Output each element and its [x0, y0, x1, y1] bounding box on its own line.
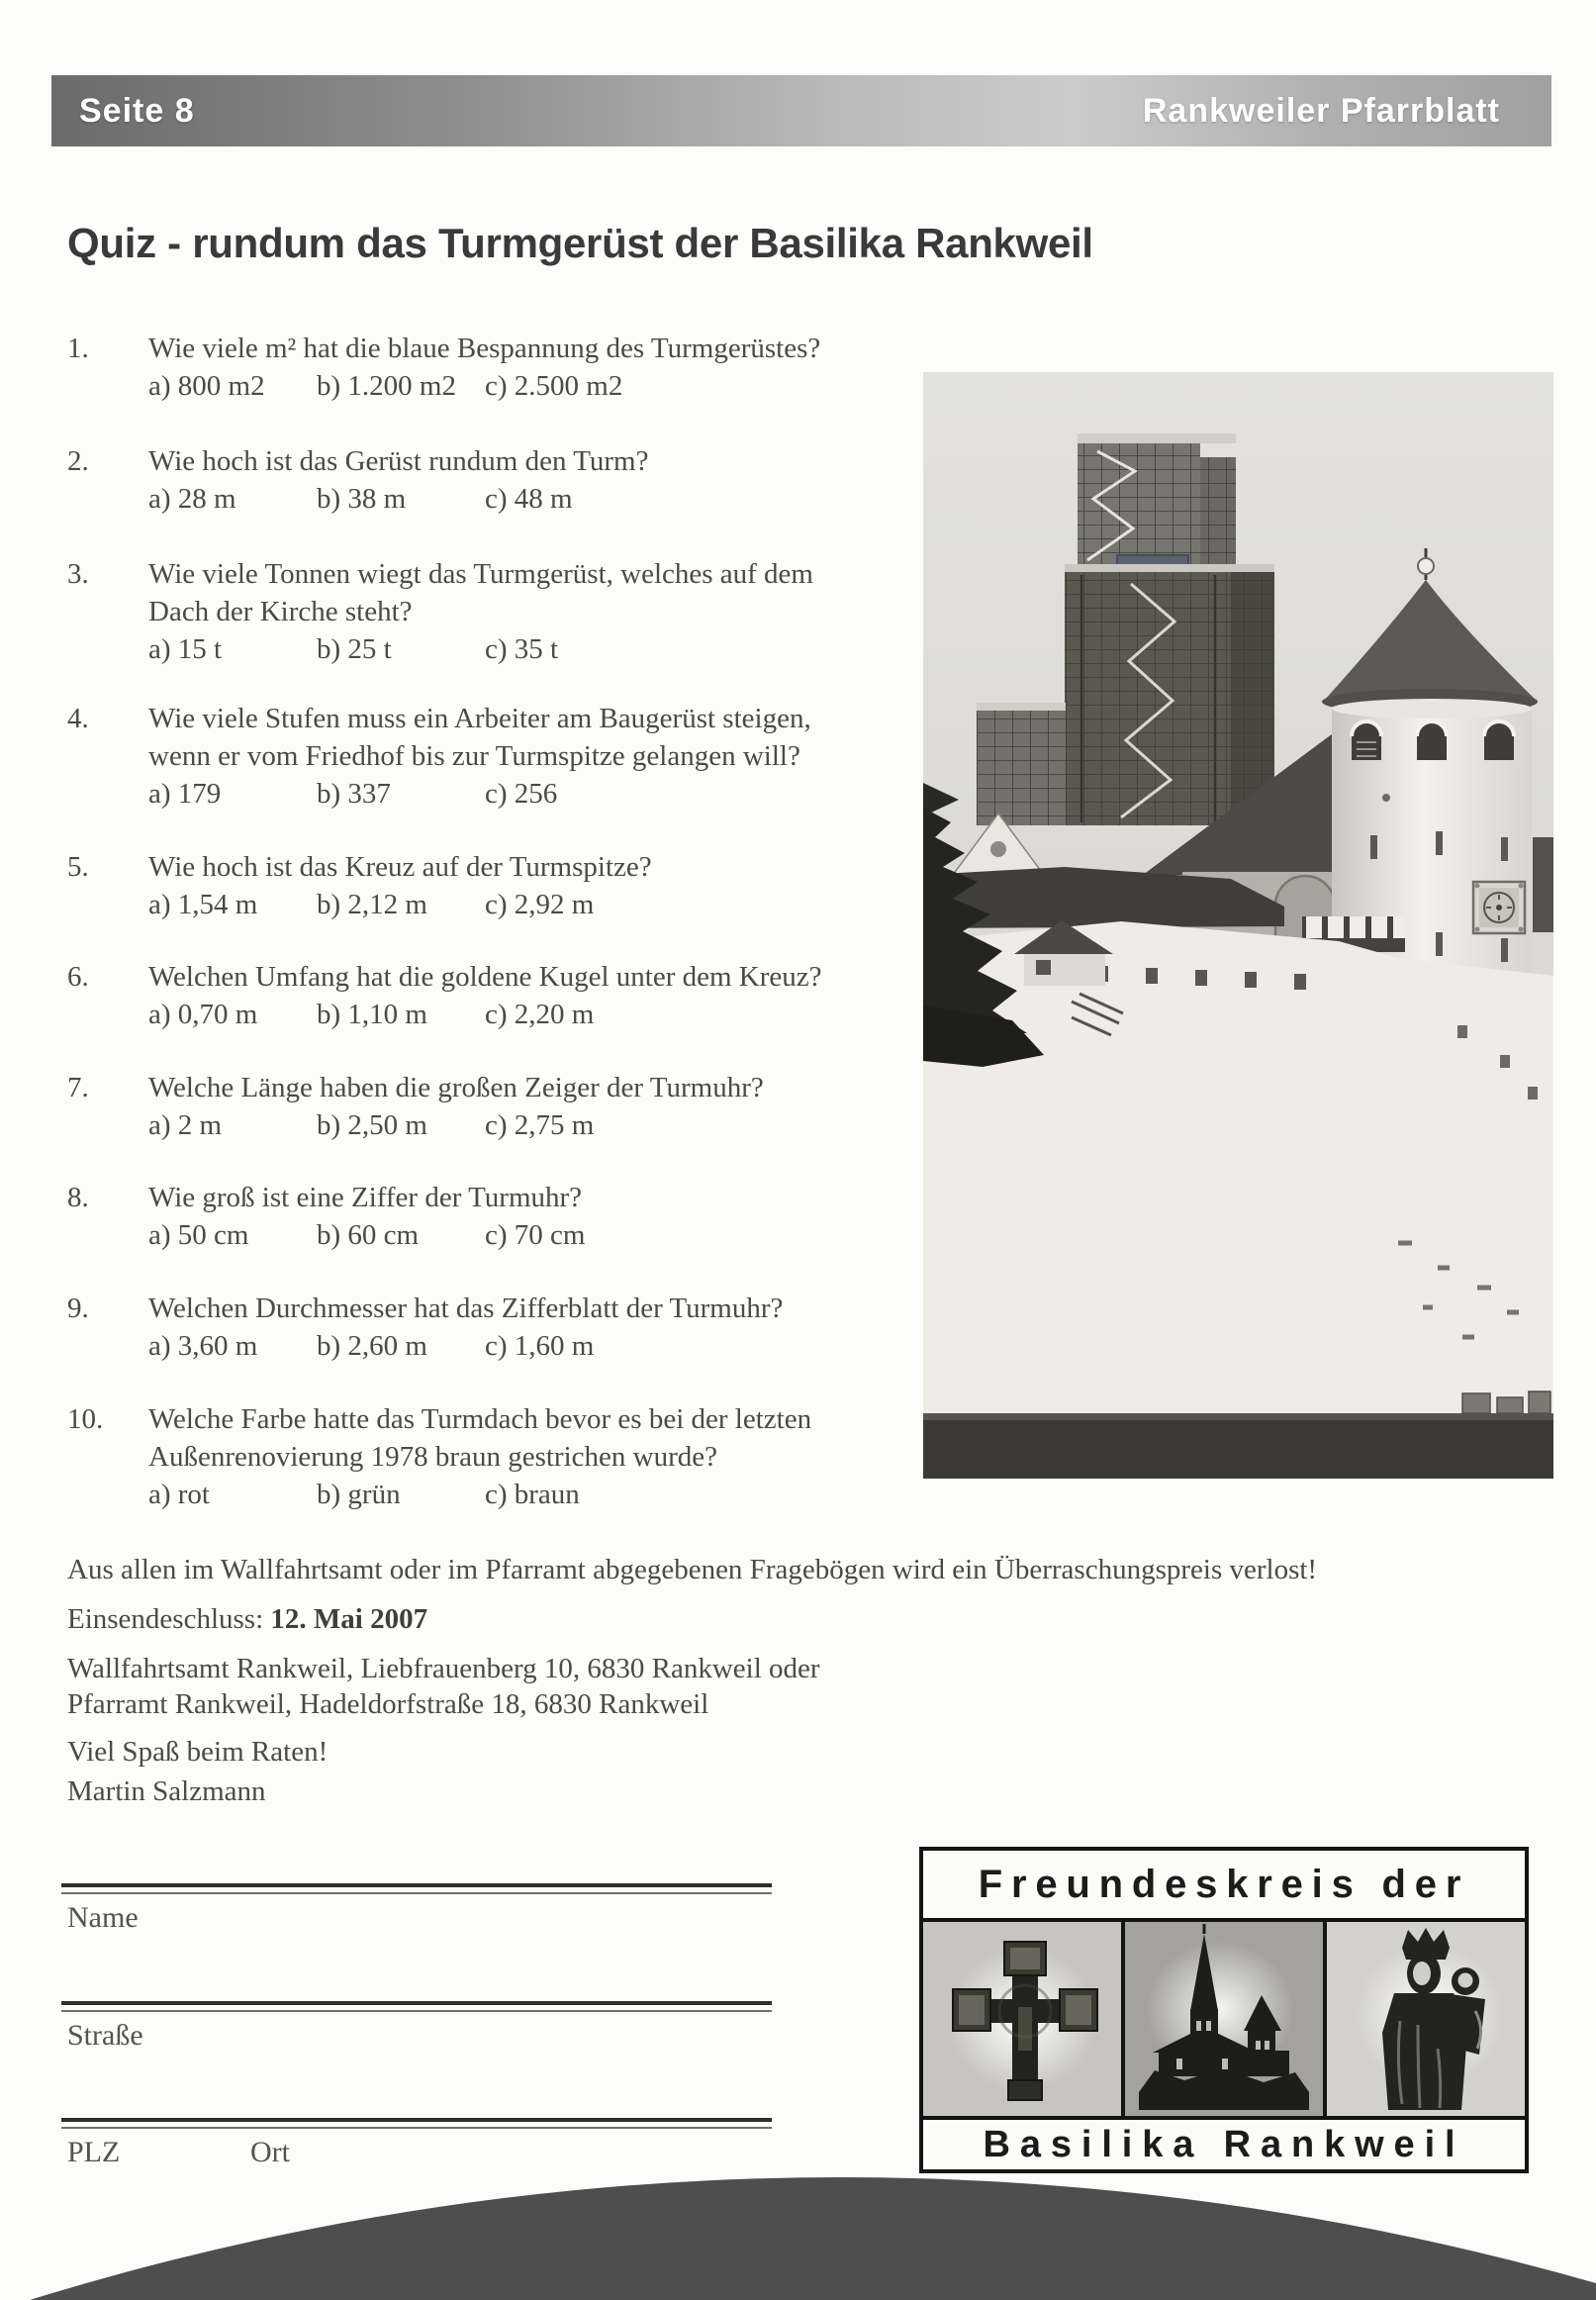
foreground-wall	[923, 921, 1553, 1417]
answer-option-b: b) 2,12 m	[317, 889, 427, 920]
answer-option-b: b) 60 cm	[317, 1219, 420, 1251]
logo-panels	[923, 1922, 1525, 2116]
answer-option-c: c) 2,75 m	[485, 1109, 595, 1141]
name-entry-line	[61, 1883, 772, 1894]
answer-row	[148, 1476, 811, 1513]
basilica-silhouette-image	[1125, 1922, 1323, 2116]
quiz-question-7	[67, 1069, 764, 1144]
signature-line: Martin Salzmann	[67, 1775, 266, 1807]
question-text: Wie hoch ist das Gerüst rundum den Turm?	[148, 445, 649, 477]
question-number: 8.	[67, 1182, 89, 1213]
middle-scaffold	[1065, 564, 1274, 825]
raffle-text: Aus allen im Wallfahrtsamt oder im Pfarramt abgegebenen Fragebögen wird ein Überraschungspreis verlost!	[67, 1554, 1318, 1585]
answer-row	[148, 996, 822, 1033]
answer-row	[148, 630, 813, 668]
question-text: Wie viele m² hat die blaue Bespannung des Turmgerüstes?	[148, 333, 821, 364]
question-text: Dach der Kirche steht?	[148, 596, 413, 627]
answer-option-b: b) 25 t	[317, 633, 392, 665]
quiz-question-8	[67, 1179, 585, 1254]
answer-option-a: a) 15 t	[148, 633, 223, 665]
question-text: Wie viele Stufen muss ein Arbeiter am Baugerüst steigen,	[148, 703, 811, 734]
question-text: Welchen Durchmesser hat das Zifferblatt der Turmuhr?	[148, 1293, 784, 1324]
ort-field-label: Ort	[250, 2136, 290, 2168]
answer-option-a: a) 0,70 m	[148, 999, 258, 1030]
quiz-question-9	[67, 1290, 783, 1365]
answer-row	[148, 480, 648, 518]
quiz-question-6	[67, 958, 822, 1033]
question-text: Welchen Umfang hat die goldene Kugel unter dem Kreuz?	[148, 961, 822, 993]
address-line-1: Wallfahrtsamt Rankweil, Liebfrauenberg 10, 6830 Rankweil oder	[67, 1653, 820, 1684]
answer-option-b: b) 337	[317, 778, 391, 810]
answer-option-a: a) 2 m	[148, 1109, 223, 1141]
quiz-question-5	[67, 848, 652, 923]
quiz-question-2	[67, 442, 648, 518]
answer-option-b: b) 1.200 m2	[317, 370, 456, 402]
answer-option-a: a) rot	[148, 1479, 210, 1510]
page-header-bar	[51, 75, 1551, 146]
answer-option-c: c) 1,60 m	[485, 1330, 595, 1362]
question-number: 4.	[67, 703, 89, 734]
quiz-question-10	[67, 1400, 811, 1513]
publication-name-label: Rankweiler Pfarrblatt	[1142, 91, 1500, 130]
plz-field-label: PLZ	[67, 2136, 121, 2168]
question-text: wenn er vom Friedhof bis zur Turmspitze gelangen will?	[148, 740, 800, 772]
question-number: 5.	[67, 851, 89, 883]
name-field-label: Name	[67, 1901, 139, 1934]
deadline-label: Einsendeschluss:	[67, 1603, 271, 1635]
deadline-line	[67, 1601, 427, 1637]
answer-option-b: b) 38 m	[317, 483, 407, 515]
question-text: Welche Länge haben die großen Zeiger der Turmuhr?	[148, 1072, 764, 1103]
answer-option-c: c) 70 cm	[485, 1219, 586, 1251]
quiz-question-3	[67, 555, 813, 668]
question-text: Außenrenovierung 1978 braun gestrichen wurde?	[148, 1441, 717, 1473]
answer-row	[148, 775, 811, 813]
madonna-image	[1327, 1922, 1525, 2116]
tower-clock	[1473, 882, 1525, 933]
answer-option-c: c) 256	[485, 778, 558, 810]
fun-line: Viel Spaß beim Raten!	[67, 1736, 329, 1768]
answer-option-b: b) 2,50 m	[317, 1109, 427, 1141]
answer-row	[148, 886, 652, 923]
answer-option-c: c) 2,92 m	[485, 889, 595, 920]
answer-option-c: c) 2,20 m	[485, 999, 595, 1030]
quiz-question-1	[67, 330, 820, 405]
answer-option-a: a) 28 m	[148, 483, 236, 515]
question-number: 2.	[67, 445, 89, 477]
side-roof	[1533, 837, 1553, 932]
answer-option-c: c) 2.500 m2	[485, 370, 623, 402]
answer-option-a: a) 50 cm	[148, 1219, 249, 1251]
question-text: Wie hoch ist das Kreuz auf der Turmspitze?	[148, 851, 652, 883]
logo-top-text: Freundeskreis der	[923, 1851, 1525, 1918]
answer-option-c: c) 35 t	[485, 633, 559, 665]
question-text: Welche Farbe hatte das Turmdach bevor es bei der letzten	[148, 1403, 812, 1435]
decorative-footer-arc	[0, 2177, 1596, 2300]
answer-option-a: a) 800 m2	[148, 370, 265, 402]
answer-row	[148, 1106, 764, 1144]
answer-option-c: c) 48 m	[485, 483, 573, 515]
page-number-label: Seite 8	[79, 91, 195, 130]
plz-ort-entry-line	[61, 2118, 772, 2129]
answer-row	[148, 1327, 783, 1365]
answer-row	[148, 1216, 585, 1254]
crucifix-image	[923, 1922, 1121, 2116]
street-entry-line	[61, 2001, 772, 2012]
question-text: Wie groß ist eine Ziffer der Turmuhr?	[148, 1182, 583, 1213]
left-scaffold	[977, 703, 1066, 825]
answer-option-b: b) 1,10 m	[317, 999, 427, 1030]
question-number: 6.	[67, 961, 89, 993]
page-title: Quiz - rundum das Turmgerüst der Basilika Rankweil	[67, 220, 1093, 266]
answer-option-a: a) 179	[148, 778, 222, 810]
address-line-2: Pfarramt Rankweil, Hadeldorfstraße 18, 6830 Rankweil	[67, 1688, 709, 1720]
question-number: 3.	[67, 558, 89, 590]
question-number: 7.	[67, 1072, 89, 1103]
street-field-label: Straße	[67, 2019, 143, 2052]
question-number: 10.	[67, 1403, 104, 1435]
answer-option-c: c) braun	[485, 1479, 580, 1510]
freundeskreis-logo-box	[919, 1847, 1529, 2173]
question-number: 9.	[67, 1293, 89, 1324]
answer-row	[148, 367, 820, 405]
deadline-date: 12. Mai 2007	[270, 1603, 428, 1635]
answer-option-b: b) grün	[317, 1479, 401, 1510]
question-number: 1.	[67, 333, 89, 364]
question-text: Wie viele Tonnen wiegt das Turmgerüst, welches auf dem	[148, 558, 813, 590]
answer-option-a: a) 1,54 m	[148, 889, 258, 920]
basilica-scaffolding-photo	[923, 372, 1553, 1479]
answer-option-b: b) 2,60 m	[317, 1330, 427, 1362]
logo-bottom-text: Basilika Rankweil	[923, 2120, 1525, 2169]
quiz-question-4	[67, 700, 811, 813]
answer-option-a: a) 3,60 m	[148, 1330, 258, 1362]
